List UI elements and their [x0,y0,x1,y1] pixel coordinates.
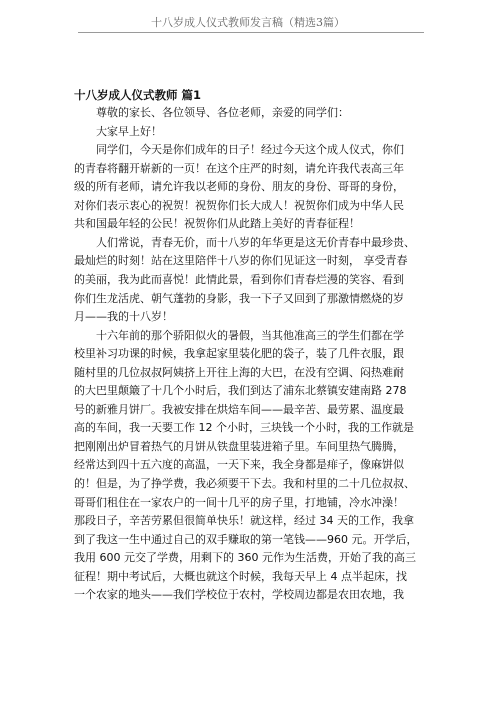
paragraph-line: 最灿烂的时刻！站在这里陪伴十八岁的你们见证这一时刻， 享受青春 [74,254,408,268]
paragraph-line: 月——我的十八岁！ [74,310,173,324]
paragraph-line: 号的新雅月饼厂。我被安排在烘焙车间——最辛苦、最劳累、温度最 [74,402,404,416]
paragraph-line: 尊敬的家长、各位领导、各位老师，亲爱的同学们： [96,106,349,119]
paragraph-line: 的美丽，我为此而喜悦！此情此景，看到你们青春烂漫的笑容、看到 [74,272,404,286]
paragraph-line: 大家早上好！ [96,124,162,138]
paragraph-line: 的！但是，为了挣学费，我必须要干下去。我和村里的二十几位叔叔、 [74,477,415,490]
paragraph-line: 随村里的几位叔叔阿姨挤上开往上海的大巴，在没有空调、闷热难耐 [74,365,404,379]
paragraph-line: 我用 600 元交了学费，用剩下的 360 元作为生活费，开始了我的高三 [74,551,416,565]
paragraph-line: 的青春将翻开崭新的一页！在这个庄严的时刻，请允许我代表高三年 [74,161,404,175]
paragraph-line: 一个农家的地头——我们学校位于农村，学校周边都是农田农地，我 [74,588,404,602]
paragraph-line: 你们生龙活虎、朝气蓬勃的身影，我一下子又回到了那激情燃烧的岁 [74,291,404,305]
header-divider [78,32,424,33]
paragraph-line: 同学们，今天是你们成年的日子！经过今天这个成人仪式，你们 [96,143,404,157]
paragraph-line: 十六年前的那个骄阳似火的暑假，当其他准高三的学生们都在学 [96,328,404,342]
paragraph-line: 人们常说，青春无价，而十八岁的年华更是这无价青春中最珍贵、 [96,235,415,249]
paragraph-line: 经常达到四十五六度的高温，一天下来，我全身都是痱子，像麻饼似 [74,458,404,472]
paragraph-line: 级的所有老师，请允许我以老师的身份、朋友的身份、哥哥的身份， [74,180,404,194]
paragraph-line: 把刚刚出炉冒着热气的月饼从铁盘里装进箱子里。车间里热气腾腾， [74,439,404,453]
paragraph-line: 到了我这一生中通过自己的双手赚取的第一笔钱——960 元。开学后， [74,532,418,546]
paragraph-line: 征程！期中考试后，大概也就这个时候，我每天早上 4 点半起床，找 [74,569,407,583]
paragraph-line: 的大巴里颠簸了十几个小时后，我们到达了浦东北蔡镇安建南路 278 [74,384,407,398]
section-title: 十八岁成人仪式教师 篇1 [74,88,202,102]
paragraph-line: 共和国最年轻的公民！祝贺你们从此踏上美好的青春征程！ [74,217,360,231]
paragraph-line: 校里补习功课的时候，我拿起家里装化肥的袋子，装了几件衣服，跟 [74,347,404,361]
paragraph-line: 对你们表示衷心的祝贺！祝贺你们长大成人！祝贺你们成为中华人民 [74,198,404,212]
paragraph-line: 哥哥们租住在一家农户的一间十几平的房子里，打地铺，冷水冲澡！ [74,495,404,509]
paragraph-line: 高的车间，我一天要工作 12 个小时，三块钱一个小时，我的工作就是 [74,421,414,435]
paragraph-line: 那段日子，辛苦劳累但很简单快乐！就这样，经过 34 天的工作，我拿 [74,514,414,528]
document-header-title: 十八岁成人仪式教师发言稿（精选3篇） [151,16,345,29]
